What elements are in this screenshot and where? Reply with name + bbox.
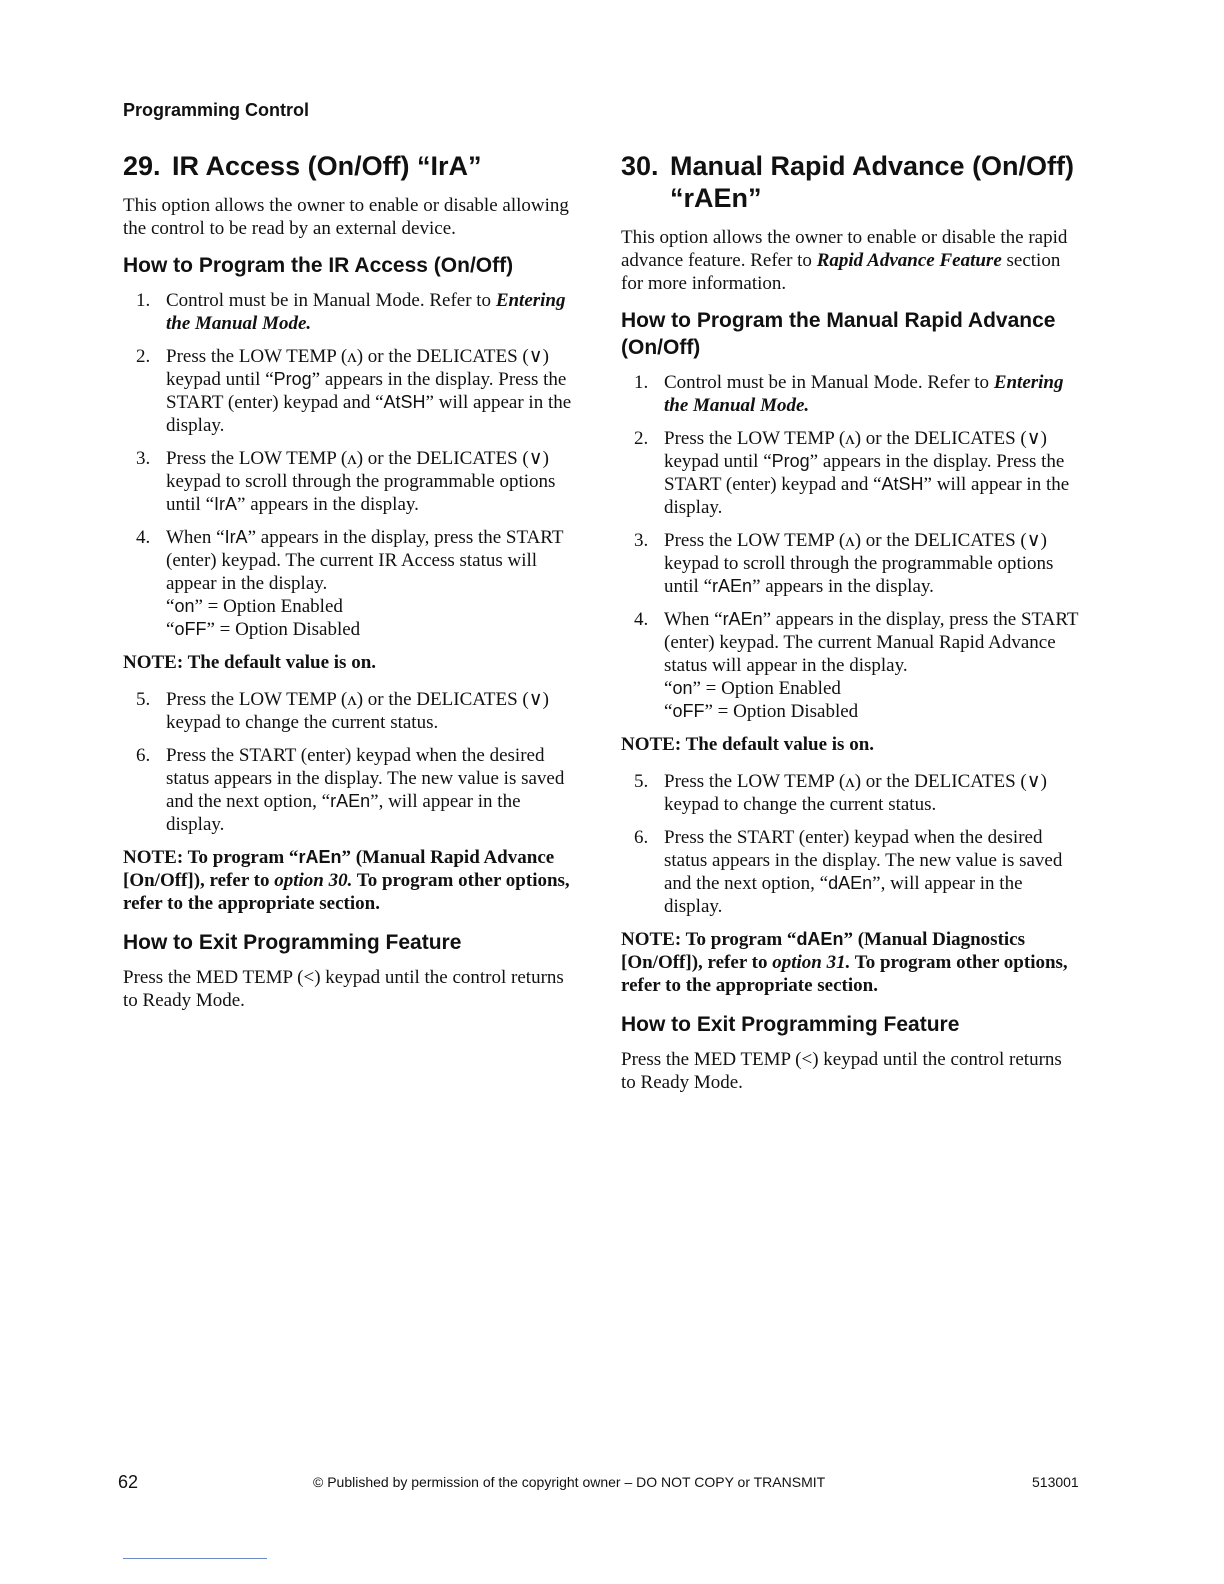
- subheading-how-to-program: How to Program the Manual Rapid Advance (On/Off): [621, 309, 1056, 359]
- list-item: 1. Control must be in Manual Mode. Refer to Entering the Manual Mode.: [136, 290, 566, 334]
- exit-instructions: Press the MED TEMP (<) keypad until the control returns to Ready Mode.: [621, 1049, 1062, 1093]
- section-title-text: Manual Rapid Advance (On/Off) “rAEn”: [670, 151, 1075, 213]
- document-number: 513001: [1032, 1474, 1079, 1490]
- steps-list-continued: [123, 688, 578, 836]
- section-29-title: [123, 150, 578, 182]
- copyright-notice: © Published by permission of the copyright owner – DO NOT COPY or TRANSMIT: [313, 1474, 826, 1490]
- list-item: 6. Press the START (enter) keypad when the desired status appears in the display. The new value is saved and the next option, “dAEn”, will appear in the display.: [634, 827, 1063, 917]
- list-item: 1. Control must be in Manual Mode. Refer to Entering the Manual Mode.: [634, 372, 1064, 416]
- steps-list: [621, 371, 1081, 723]
- subheading-exit: How to Exit Programming Feature: [123, 931, 462, 954]
- page-header: Programming Control: [123, 100, 310, 120]
- list-item: 4. When “IrA” appears in the display, press the START (enter) keypad. The current IR Access status will appear in the display. “on” = Option Enabled “oFF” = Option Disabled: [123, 526, 578, 641]
- list-item: 5. Press the LOW TEMP (ʌ) or the DELICATES (∨) keypad to change the current status.: [634, 771, 1047, 815]
- list-item: 3. Press the LOW TEMP (ʌ) or the DELICATES (∨) keypad to scroll through the programmable options until “rAEn” appears in the display.: [634, 530, 1054, 597]
- list-item: 6. Press the START (enter) keypad when the desired status appears in the display. The new value is saved and the next option, “rAEn”, will appear in the display.: [136, 745, 565, 835]
- section-intro: This option allows the owner to enable or disable the rapid advance feature. Refer to Rapid Advance Feature section for more information.: [621, 227, 1068, 294]
- option-enabled-line: “on” = Option Enabled: [664, 678, 841, 699]
- section-number: 30.: [621, 151, 659, 181]
- section-intro: This option allows the owner to enable or disable allowing the control to be read by an external device.: [123, 195, 569, 239]
- left-column: [123, 150, 578, 1022]
- section-number: 29.: [123, 151, 161, 181]
- page-number: 62: [118, 1472, 139, 1492]
- section-30-title: [621, 150, 1081, 214]
- bottom-rule: [123, 1558, 267, 1559]
- note-next-option: NOTE: To program “dAEn” (Manual Diagnostics [On/Off]), refer to option 31. To program other options, refer to the appropriate section.: [621, 929, 1068, 996]
- right-column: [621, 150, 1081, 1104]
- option-disabled-line: “oFF” = Option Disabled: [166, 619, 361, 640]
- option-disabled-line: “oFF” = Option Disabled: [664, 701, 859, 722]
- note-default-value: NOTE: The default value is on.: [123, 652, 377, 673]
- list-item: 5. Press the LOW TEMP (ʌ) or the DELICATES (∨) keypad to change the current status.: [136, 689, 549, 733]
- exit-instructions: Press the MED TEMP (<) keypad until the control returns to Ready Mode.: [123, 967, 564, 1011]
- list-item: 4. When “rAEn” appears in the display, press the START (enter) keypad. The current Manual Rapid Advance status will appear in the display. “on” = Option Enabled “oFF” = Option Disabled: [621, 608, 1081, 723]
- list-item: 2. Press the LOW TEMP (ʌ) or the DELICATES (∨) keypad until “Prog” appears in the display. Press the START (enter) keypad and “AtSH” will appear in the display.: [634, 428, 1070, 518]
- steps-list: [123, 289, 578, 641]
- subheading-how-to-program: How to Program the IR Access (On/Off): [123, 254, 514, 277]
- list-item: 3. Press the LOW TEMP (ʌ) or the DELICATES (∨) keypad to scroll through the programmable options until “IrA” appears in the display.: [136, 448, 556, 515]
- steps-list-continued: [621, 770, 1081, 918]
- option-enabled-line: “on” = Option Enabled: [166, 596, 343, 617]
- page-footer: [0, 1472, 1224, 1494]
- section-title-text: IR Access (On/Off) “IrA”: [172, 151, 482, 181]
- subheading-exit: How to Exit Programming Feature: [621, 1013, 960, 1036]
- list-item: 2. Press the LOW TEMP (ʌ) or the DELICATES (∨) keypad until “Prog” appears in the display. Press the START (enter) keypad and “AtSH” will appear in the display.: [136, 346, 572, 436]
- note-next-option: NOTE: To program “rAEn” (Manual Rapid Advance [On/Off]), refer to option 30. To program other options, refer to the appropriate section.: [123, 847, 570, 914]
- note-default-value: NOTE: The default value is on.: [621, 734, 875, 755]
